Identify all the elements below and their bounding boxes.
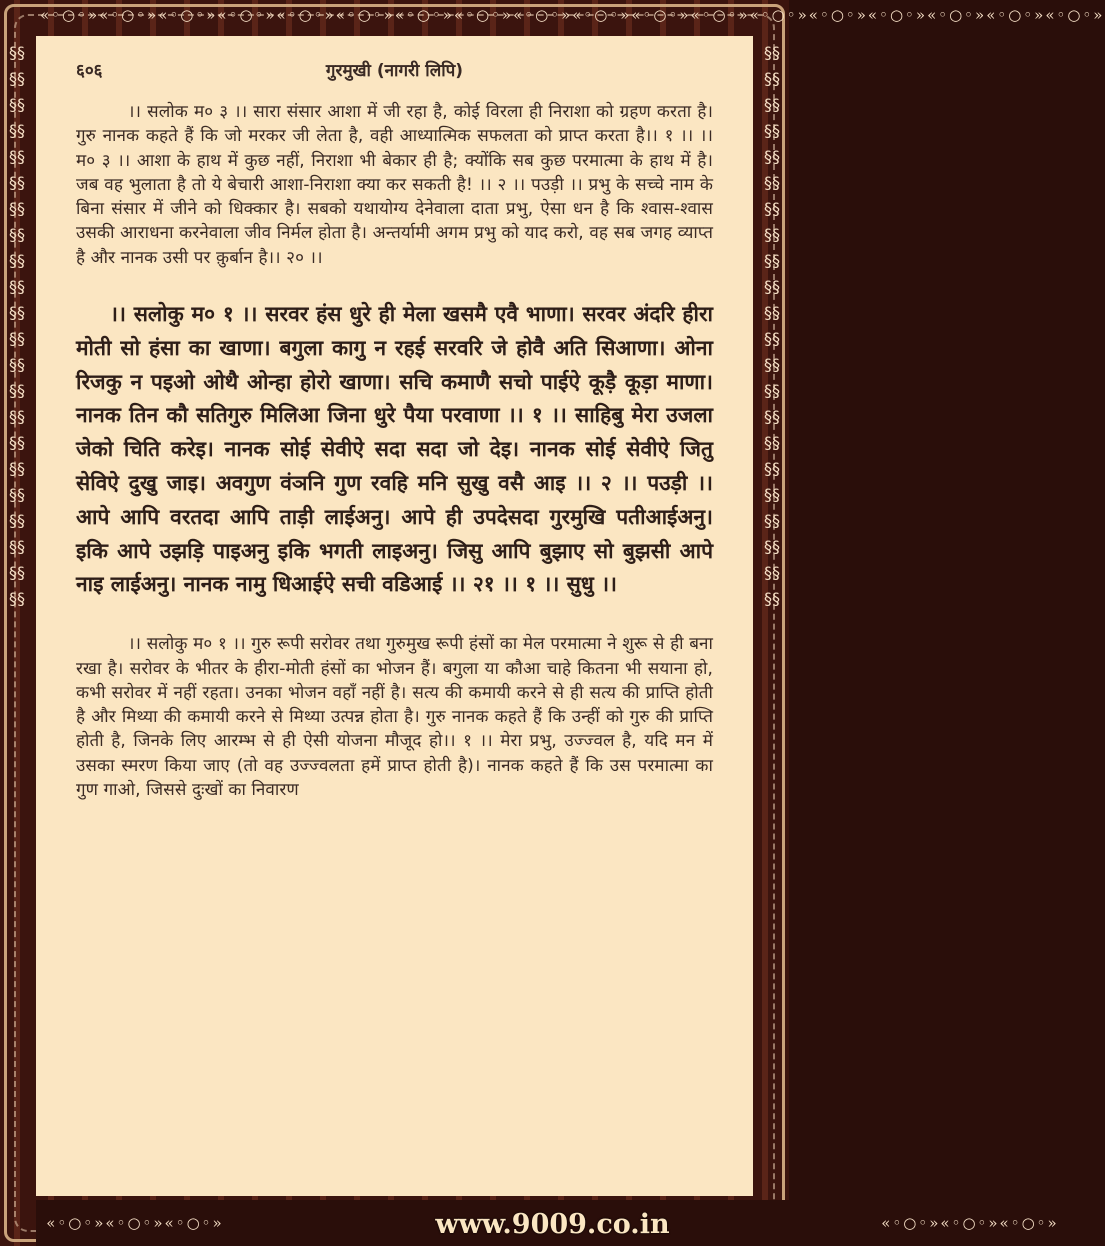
border-ornament-top: «◦○◦»«◦○◦»«◦○◦»«◦○◦»«◦○◦»«◦○◦»«◦○◦»«◦○◦»«◦○◦»«◦○◦»«◦○◦»«◦○◦»«◦○◦»«◦○◦»«◦○◦»«◦○◦»«◦○◦»«◦○◦» [40,6,1105,24]
translation-text-2: ।। सलोकु म० १ ।। गुरु रूपी सरोवर तथा गुरुमुख रूपी हंसों का मेल परमात्मा ने शुरू से ही बना रखा है। सरोवर के भीतर के हीरा-मोती हंसों का भोजन हैं। बगुला या कौआ चाहे कितना भी सयाना हो, कभी सरोवर में नहीं रहता। उनका भोजन वहाँ नहीं है। सत्य की कमायी करने से ही सत्य की प्राप्ति होती है और मिथ्या की कमायी करने से मिथ्या उत्पन्न होता है। गुरु नानक कहते हैं कि उन्हीं को गुरु की प्राप्ति होती है, जिनके लिए आरम्भ से ही ऐसी योजना मौजूद हो।। १ ।। मेरा प्रभु, उज्ज्वल है, यदि मन में उसका स्मरण किया जाए (तो वह उज्ज्वलता हमें प्राप्त होती है)। नानक कहते हैं कि उस परमात्मा का गुण गाओ, जिससे दुःखों का निवारण [76,634,713,801]
book-page [36,36,753,1196]
website-link[interactable]: www.9009.co.in [435,1209,670,1240]
border-ornament-left: §§§§§§§§§§§§§§§§§§§§§§§§§§§§§§§§§§§§§§§§§§§§ [9,43,25,608]
border-ornament-bottom-left: «◦○◦»«◦○◦»«◦○◦» [46,1214,224,1232]
border-ornament-bottom-right: «◦○◦»«◦○◦»«◦○◦» [881,1214,1059,1232]
border-ornament-right: §§§§§§§§§§§§§§§§§§§§§§§§§§§§§§§§§§§§§§§§§§§§ [764,43,780,608]
gurbani-paragraph [76,298,713,602]
page-header [76,58,713,88]
translation-text-1: ।। सलोक म० ३ ।। सारा संसार आशा में जी रहा है, कोई विरला ही निराशा को ग्रहण करता है। गुरु नानक कहते हैं कि जो मरकर जी लेता है, वही आध्यात्मिक सफलता को प्राप्त करता है।। १ ।। ।। म० ३ ।। आशा के हाथ में कुछ नहीं, निराशा भी बेकार ही है; क्योंकि सब कुछ परमात्मा के हाथ में है। जब वह भुलाता है तो ये बेचारी आशा-निराशा क्या कर सकती है! ।। २ ।। पउड़ी ।। प्रभु के सच्चे नाम के बिना संसार में जीने को धिक्कार है। सबको यथायोग्य देनेवाला दाता प्रभु, ऐसा धन है कि श्वास-श्वास उसकी आराधना करनेवाला जीव निर्मल होता है। अन्तर्यामी अगम प्रभु को याद करो, वह सब जगह व्याप्त है और नानक उसी पर क़ुर्बान है।। २० ।। [76,102,713,268]
page-number: ६०६ [76,61,103,81]
gurbani-text: ।। सलोकु म० १ ।। सरवर हंस धुरे ही मेला खसमै एवै भाणा। सरवर अंदरि हीरा मोती सो हंसा का खाणा। बगुला कागु न रहई सरवरि जे होवै अति सिआणा। ओना रिजकु न पइओ ओथै ओन्हा होरो खाणा। सचि कमाणै सचो पाईऐ कूड़ै कूड़ा माणा। नानक तिन कौ सतिगुरु मिलिआ जिना धुरे पैया परवाणा ।। १ ।। साहिबु मेरा उजला जेको चिति करेइ। नानक सोई सेवीऐ सदा सदा जो देइ। नानक सोई सेवीऐ जितु सेविऐ दुखु जाइ। अवगुण वंञनि गुण रवहि मनि सुखु वसै आइ ।। २ ।। पउड़ी ।। आपे आपि वरतदा आपि ताड़ी लाईअनु। आपे ही उपदेसदा गुरमुखि पतीआईअनु। इकि आपे उझड़ि पाइअनु इकि भगती लाइअनु। जिसु आपि बुझाए सो बुझसी आपे नाइ लाईअनु। नानक नामु धिआईऐ सची वडिआई ।। २१ ।। १ ।। सुधु ।। [76,302,713,597]
translation-paragraph-2 [76,632,713,802]
translation-paragraph-1 [76,100,713,270]
running-title: गुरमुखी (नागरी लिपि) [325,61,464,81]
